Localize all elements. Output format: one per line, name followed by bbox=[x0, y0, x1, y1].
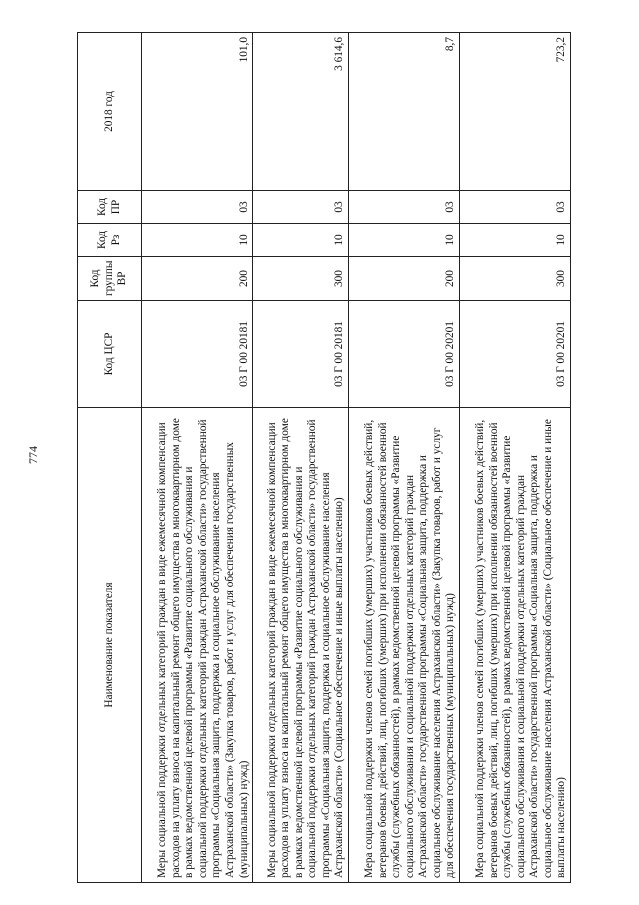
row-csr: 03 Г 00 20201 bbox=[348, 301, 459, 408]
row-amount: 3 614,6 bbox=[253, 33, 349, 191]
table-header-row bbox=[78, 33, 142, 883]
table-row bbox=[348, 33, 459, 883]
row-vr: 300 bbox=[253, 257, 349, 301]
table-row bbox=[142, 33, 253, 883]
header-rz: Код Рз bbox=[78, 224, 142, 257]
table-row bbox=[253, 33, 349, 883]
header-name: Наименование показателя bbox=[78, 408, 142, 883]
header-csr: Код ЦСР bbox=[78, 301, 142, 408]
row-name: Меры социальной поддержки отдельных категорий граждан в виде ежемесячной компенсации расходов на уплату взноса на капитальный ремонт общего имущества в многоквартирном доме в рамках ведомственной целевой программы «Развитие социального обслуживания и социальной поддержки отдельных категорий граждан Астраханской области» государственной программы «Социальная защита, поддержка и социальное обслуживание населения Астраханской области» (Социальное обеспечение и иные выплаты населению) bbox=[253, 408, 349, 883]
row-pr: 03 bbox=[253, 191, 349, 224]
row-amount: 101,0 bbox=[142, 33, 253, 191]
row-rz: 10 bbox=[459, 224, 570, 257]
header-vr: Код группы ВР bbox=[78, 257, 142, 301]
header-year: 2018 год bbox=[78, 33, 142, 191]
row-vr: 200 bbox=[348, 257, 459, 301]
row-pr: 03 bbox=[142, 191, 253, 224]
row-pr: 03 bbox=[459, 191, 570, 224]
row-amount: 8,7 bbox=[348, 33, 459, 191]
row-vr: 200 bbox=[142, 257, 253, 301]
row-rz: 10 bbox=[253, 224, 349, 257]
row-csr: 03 Г 00 20181 bbox=[142, 301, 253, 408]
header-pr: Код ПР bbox=[78, 191, 142, 224]
row-csr: 03 Г 00 20201 bbox=[459, 301, 570, 408]
budget-table bbox=[77, 32, 571, 883]
row-vr: 300 bbox=[459, 257, 570, 301]
row-rz: 10 bbox=[348, 224, 459, 257]
table-row bbox=[459, 33, 570, 883]
page-number: 774 bbox=[26, 446, 40, 464]
row-amount: 723,2 bbox=[459, 33, 570, 191]
row-rz: 10 bbox=[142, 224, 253, 257]
row-name: Мера социальной поддержки членов семей погибших (умерших) участников боевых действий, ветеранов боевых действий, лиц, погибших (умерших) при исполнении обязанностей военной службы (служебных обязанностей), в рамках ведомственной целевой программы «Развитие социального обслуживания и социальной поддержки отдельных категорий граждан Астраханской области» государственной программы «Социальная защита, поддержка и социальное обслуживание населения Астраханской области» (Социальное обеспечение и иные выплаты населению) bbox=[459, 408, 570, 883]
budget-table-container bbox=[77, 33, 571, 883]
row-name: Мера социальной поддержки членов семей погибших (умерших) участников боевых действий, ветеранов боевых действий, лиц, погибших (умерших) при исполнении обязанностей военной службы (служебных обязанностей), в рамках ведомственной целевой программы «Развитие социального обслуживания и социальной поддержки отдельных категорий граждан Астраханской области» государственной программы «Социальная защита, поддержка и социальное обслуживание населения Астраханской области» (Закупка товаров, работ и услуг для обеспечения государственных (муниципальных) нужд) bbox=[348, 408, 459, 883]
row-pr: 03 bbox=[348, 191, 459, 224]
row-name: Меры социальной поддержки отдельных категорий граждан в виде ежемесячной компенсации расходов на уплату взноса на капитальный ремонт общего имущества в многоквартирном доме в рамках ведомственной целевой программы «Развитие социального обслуживания и социальной поддержки отдельных категорий граждан Астраханской области» государственной программы «Социальная защита, поддержка и социальное обслуживание населения Астраханской области» (Закупка товаров, работ и услуг для обеспечения государственных (муниципальных) нужд) bbox=[142, 408, 253, 883]
row-csr: 03 Г 00 20181 bbox=[253, 301, 349, 408]
